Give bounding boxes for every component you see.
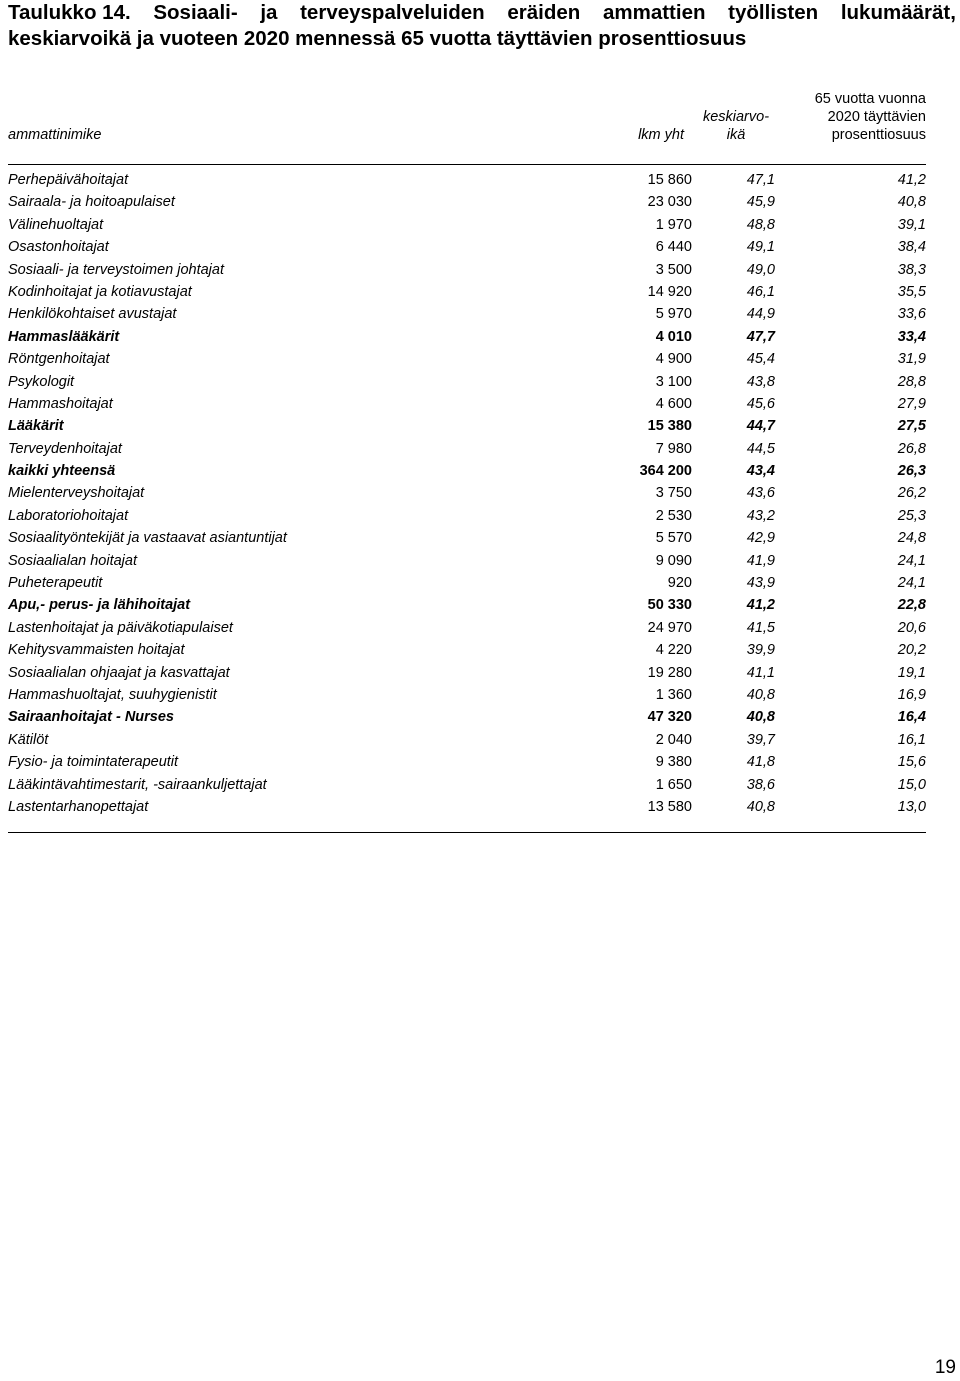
retiring-percentage-cell: 15,0 — [897, 776, 926, 793]
average-age-cell: 44,7 — [746, 418, 775, 435]
retiring-percentage-cell: 15,6 — [897, 754, 926, 771]
average-age-cell: 41,2 — [746, 597, 775, 614]
table-row — [8, 348, 926, 370]
column-header-average-age-line1: keskiarvo- — [702, 109, 770, 125]
average-age-cell: 41,9 — [746, 552, 775, 569]
title-word: työllisten — [728, 1, 819, 24]
count-cell: 3 500 — [655, 261, 692, 278]
occupation-name-cell: kaikki yhteensä — [8, 463, 116, 480]
average-age-cell: 41,1 — [746, 664, 775, 681]
occupation-name-cell: Lastentarhanopettajat — [8, 798, 149, 815]
count-cell: 364 200 — [639, 463, 692, 480]
occupation-name-cell: Kehitysvammaisten hoitajat — [8, 642, 185, 659]
table-row — [8, 460, 926, 482]
table-row — [8, 729, 926, 751]
occupation-name-cell: Sairaanhoitajat - Nurses — [8, 709, 174, 726]
table-row — [8, 438, 926, 460]
table-row — [8, 774, 926, 796]
average-age-cell: 39,9 — [746, 642, 775, 659]
count-cell: 5 970 — [655, 306, 692, 323]
table-row — [8, 169, 926, 191]
occupation-name-cell: Laboratoriohoitajat — [8, 507, 129, 524]
retiring-percentage-cell: 33,4 — [897, 328, 926, 345]
table-body — [8, 169, 926, 818]
count-cell: 1 650 — [655, 776, 692, 793]
retiring-percentage-cell: 41,2 — [897, 172, 926, 188]
average-age-cell: 44,9 — [746, 306, 775, 323]
occupation-name-cell: Hammashuoltajat, suuhygienistit — [8, 686, 217, 703]
average-age-cell: 38,6 — [746, 776, 775, 793]
title-word: Taulukko 14. — [8, 1, 131, 24]
table-title — [8, 0, 956, 52]
occupation-name-cell: Röntgenhoitajat — [8, 351, 110, 368]
table-row — [8, 617, 926, 639]
retiring-percentage-cell: 20,6 — [897, 619, 926, 636]
column-header-retiring-percentage-line2: 2020 täyttävien — [827, 109, 926, 125]
retiring-percentage-cell: 16,4 — [897, 709, 926, 726]
table-row — [8, 505, 926, 527]
table-row — [8, 393, 926, 415]
count-cell: 14 920 — [647, 283, 692, 300]
average-age-cell: 40,8 — [746, 686, 775, 703]
count-cell: 2 530 — [655, 507, 692, 524]
count-cell: 15 380 — [647, 418, 692, 435]
table-row — [8, 259, 926, 281]
average-age-cell: 43,8 — [746, 373, 775, 390]
average-age-cell: 48,8 — [746, 216, 775, 233]
retiring-percentage-cell: 26,8 — [897, 440, 926, 457]
retiring-percentage-cell: 16,9 — [897, 686, 926, 703]
title-word: lukumäärät, — [840, 1, 956, 24]
retiring-percentage-cell: 24,8 — [897, 530, 926, 547]
table-row — [8, 796, 926, 818]
count-cell: 2 040 — [655, 731, 692, 748]
count-cell: 4 010 — [655, 328, 692, 345]
occupation-name-cell: Osastonhoitajat — [8, 239, 109, 256]
average-age-cell: 43,4 — [746, 463, 775, 480]
occupation-name-cell: Terveydenhoitajat — [8, 440, 122, 457]
table-row — [8, 236, 926, 258]
table-row — [8, 326, 926, 348]
retiring-percentage-cell: 24,1 — [897, 575, 926, 592]
occupation-name-cell: Sosiaali- ja terveystoimen johtajat — [8, 261, 224, 278]
table-row — [8, 550, 926, 572]
count-cell: 23 030 — [647, 194, 692, 211]
table-row — [8, 303, 926, 325]
title-word: eräiden — [507, 1, 581, 24]
occupation-name-cell: Lastenhoitajat ja päiväkotiapulaiset — [8, 619, 233, 636]
count-cell: 9 380 — [655, 754, 692, 771]
retiring-percentage-cell: 38,3 — [897, 261, 926, 278]
occupation-name-cell: Sosiaalialan ohjaajat ja kasvattajat — [8, 664, 230, 681]
table-title-line1 — [8, 0, 956, 26]
average-age-cell: 47,1 — [746, 172, 775, 188]
occupation-name-cell: Apu,- perus- ja lähihoitajat — [8, 597, 191, 614]
retiring-percentage-cell: 39,1 — [897, 216, 926, 233]
count-cell: 24 970 — [647, 619, 692, 636]
count-cell: 13 580 — [647, 798, 692, 815]
count-cell: 47 320 — [647, 709, 692, 726]
retiring-percentage-cell: 16,1 — [897, 731, 926, 748]
table-row — [8, 191, 926, 213]
title-word: terveyspalveluiden — [300, 1, 485, 24]
retiring-percentage-cell: 31,9 — [897, 351, 926, 368]
occupation-name-cell: Sosiaalialan hoitajat — [8, 552, 137, 569]
occupation-name-cell: Sosiaalityöntekijät ja vastaavat asiantuntijat — [8, 530, 287, 547]
column-header-average-age — [690, 108, 782, 144]
occupation-name-cell: Lääkintävahtimestarit, -sairaankuljettajat — [8, 776, 267, 793]
occupation-name-cell: Hammashoitajat — [8, 395, 113, 412]
occupation-name-cell: Sairaala- ja hoitoapulaiset — [8, 194, 175, 211]
average-age-cell: 41,5 — [746, 619, 775, 636]
retiring-percentage-cell: 25,3 — [897, 507, 926, 524]
page-number: 19 — [934, 1357, 956, 1378]
count-cell: 3 750 — [655, 485, 692, 502]
count-cell: 4 220 — [655, 642, 692, 659]
count-cell: 15 860 — [647, 172, 692, 188]
table-row — [8, 662, 926, 684]
count-cell: 1 970 — [655, 216, 692, 233]
column-header-retiring-percentage-line3: prosenttiosuus — [831, 127, 926, 143]
count-cell: 4 600 — [655, 395, 692, 412]
table-row — [8, 594, 926, 616]
occupation-name-cell: Välinehuoltajat — [8, 216, 104, 233]
column-header-name: ammattinimike — [8, 127, 102, 143]
average-age-cell: 45,9 — [746, 194, 775, 211]
retiring-percentage-cell: 26,3 — [897, 463, 926, 480]
title-word: Sosiaali- — [153, 1, 238, 24]
average-age-cell: 47,7 — [746, 328, 775, 345]
occupation-name-cell: Kätilöt — [8, 731, 49, 748]
retiring-percentage-cell: 28,8 — [897, 373, 926, 390]
table-row — [8, 527, 926, 549]
occupation-name-cell: Henkilökohtaiset avustajat — [8, 306, 177, 323]
count-cell: 6 440 — [655, 239, 692, 256]
average-age-cell: 41,8 — [746, 754, 775, 771]
average-age-cell: 49,0 — [746, 261, 775, 278]
retiring-percentage-cell: 26,2 — [897, 485, 926, 502]
occupation-name-cell: Perhepäivähoitajat — [8, 172, 129, 188]
count-cell: 50 330 — [647, 597, 692, 614]
occupation-name-cell: Mielenterveyshoitajat — [8, 485, 145, 502]
count-cell: 9 090 — [655, 552, 692, 569]
table-row — [8, 572, 926, 594]
title-word: ammattien — [602, 1, 706, 24]
count-cell: 5 570 — [655, 530, 692, 547]
retiring-percentage-cell: 27,5 — [897, 418, 926, 435]
title-word: ja — [260, 1, 278, 24]
occupation-name-cell: Fysio- ja toimintaterapeutit — [8, 754, 179, 771]
retiring-percentage-cell: 33,6 — [897, 306, 926, 323]
average-age-cell: 45,4 — [746, 351, 775, 368]
average-age-cell: 42,9 — [746, 530, 775, 547]
column-header-retiring-percentage — [790, 90, 926, 144]
retiring-percentage-cell: 40,8 — [897, 194, 926, 211]
count-cell: 4 900 — [655, 351, 692, 368]
column-header-retiring-percentage-line1: 65 vuotta vuonna — [814, 91, 926, 107]
table-row — [8, 281, 926, 303]
occupation-name-cell: Psykologit — [8, 373, 75, 390]
table-row — [8, 415, 926, 437]
table-row — [8, 639, 926, 661]
average-age-cell: 44,5 — [746, 440, 775, 457]
table-row — [8, 706, 926, 728]
retiring-percentage-cell: 24,1 — [897, 552, 926, 569]
table-row — [8, 684, 926, 706]
occupation-name-cell: Kodinhoitajat ja kotiavustajat — [8, 283, 192, 300]
retiring-percentage-cell: 13,0 — [897, 798, 926, 815]
occupation-name-cell: Lääkärit — [8, 418, 64, 435]
count-cell: 920 — [667, 575, 692, 592]
table-row — [8, 214, 926, 236]
retiring-percentage-cell: 19,1 — [897, 664, 926, 681]
average-age-cell: 40,8 — [746, 709, 775, 726]
count-cell: 1 360 — [655, 686, 692, 703]
average-age-cell: 40,8 — [746, 798, 775, 815]
retiring-percentage-cell: 38,4 — [897, 239, 926, 256]
table-title-line2: keskiarvoikä ja vuoteen 2020 mennessä 65 vuotta täyttävien prosenttiosuus — [8, 27, 747, 50]
average-age-cell: 45,6 — [746, 395, 775, 412]
average-age-cell: 46,1 — [746, 283, 775, 300]
retiring-percentage-cell: 35,5 — [897, 283, 926, 300]
table-bottom-divider — [8, 832, 926, 833]
table-row — [8, 371, 926, 393]
column-header-average-age-line2: ikä — [726, 127, 746, 143]
average-age-cell: 43,2 — [746, 507, 775, 524]
count-cell: 3 100 — [655, 373, 692, 390]
count-cell: 19 280 — [647, 664, 692, 681]
count-cell: 7 980 — [655, 440, 692, 457]
average-age-cell: 49,1 — [746, 239, 775, 256]
retiring-percentage-cell: 20,2 — [897, 642, 926, 659]
average-age-cell: 43,9 — [746, 575, 775, 592]
retiring-percentage-cell: 22,8 — [897, 597, 926, 614]
occupation-name-cell: Hammaslääkärit — [8, 328, 120, 345]
table-row — [8, 482, 926, 504]
average-age-cell: 39,7 — [746, 731, 775, 748]
column-header-count: lkm yht — [638, 127, 684, 143]
occupation-name-cell: Puheterapeutit — [8, 575, 103, 592]
header-divider — [8, 164, 926, 165]
retiring-percentage-cell: 27,9 — [897, 395, 926, 412]
table-row — [8, 751, 926, 773]
average-age-cell: 43,6 — [746, 485, 775, 502]
